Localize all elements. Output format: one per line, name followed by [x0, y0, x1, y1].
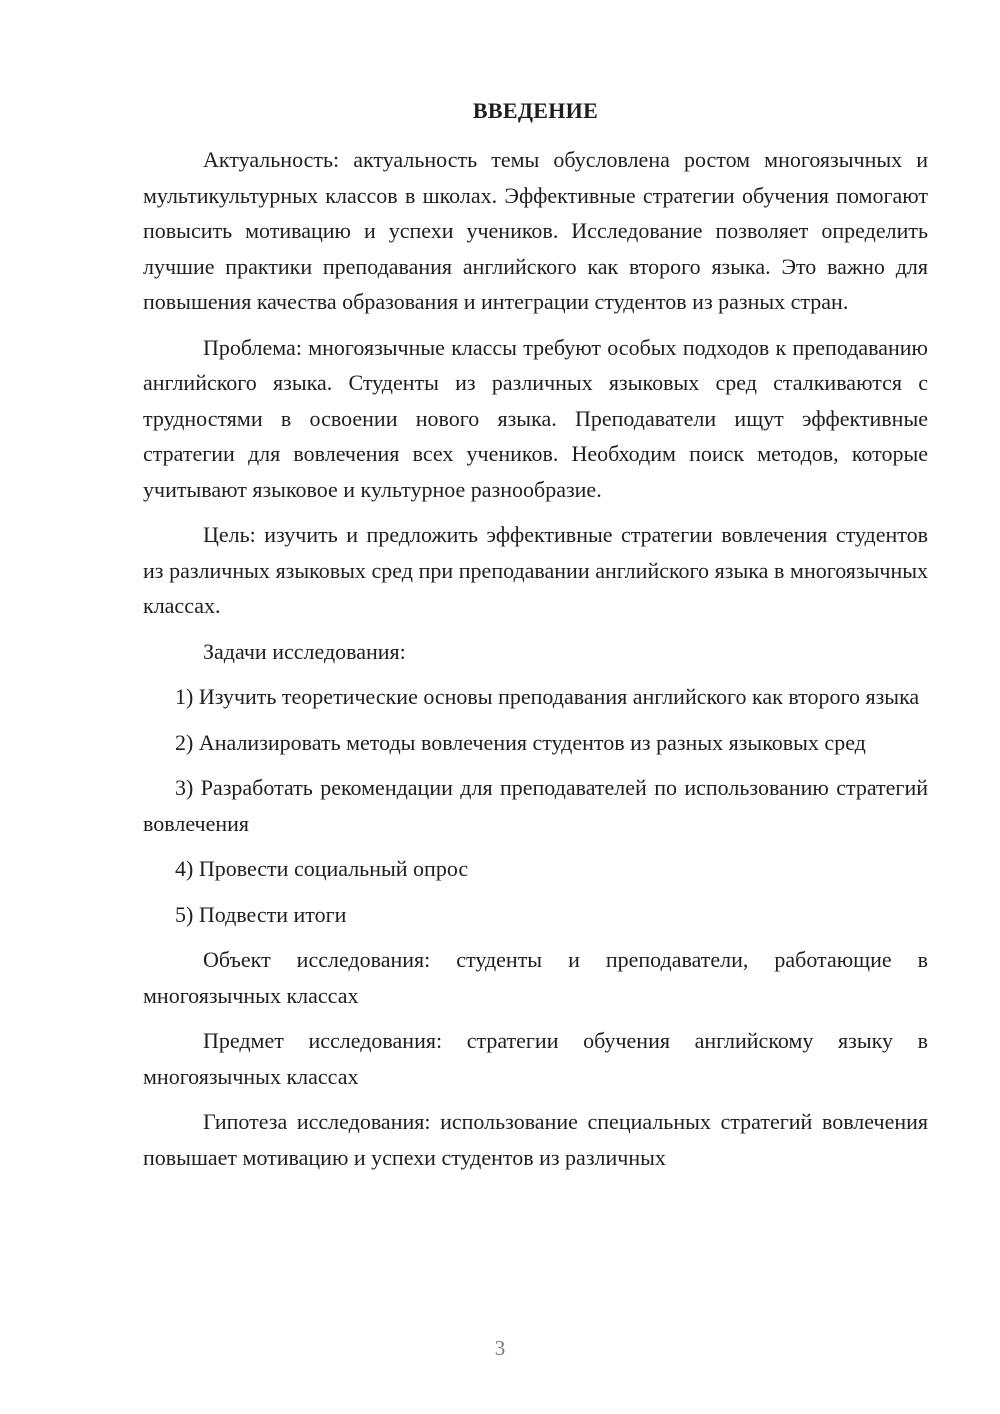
paragraph-hypothesis: Гипотеза исследования: использование специальных стратегий вовлечения повышает мотивацию и успехи студентов из различных	[143, 1109, 928, 1170]
paragraph-goal: Цель: изучить и предложить эффективные стратегии вовлечения студентов из различных языковых сред при преподавании английского языка в многоязычных классах.	[143, 522, 928, 618]
paragraph-object: Объект исследования: студенты и преподаватели, работающие в многоязычных классах	[143, 947, 928, 1008]
paragraph-problem: Проблема: многоязычные классы требуют особых подходов к преподаванию английского языка. Студенты из различных языковых сред сталкиваются с трудностями в освоении нового языка. Преподаватели ищут эффективные стратегии для вовлечения всех учеников. Необходим поиск методов, которые учитывают языковое и культурное разнообразие.	[143, 334, 928, 502]
page-title: ВВЕДЕНИЕ	[472, 98, 599, 123]
paragraph-subject: Предмет исследования: стратегии обучения английскому языку в многоязычных классах	[143, 1028, 928, 1089]
document-body	[143, 142, 928, 1185]
task-item-4: 4) Провести социальный опрос	[175, 856, 469, 881]
tasks-heading: Задачи исследования:	[203, 638, 406, 664]
task-item-5: 5) Подвести итоги	[175, 901, 347, 927]
task-item-2: 2) Анализировать методы вовлечения студентов из разных языковых сред	[175, 729, 866, 755]
paragraph-relevance: Актуальность: актуальность темы обусловлена ростом многоязычных и мультикультурных классов в школах. Эффективные стратегии обучения помогают повысить мотивацию и успехи учеников. Исследование позволяет определить лучшие практики преподавания английского как второго языка. Это важно для повышения качества образования и интеграции студентов из разных стран.	[143, 147, 928, 314]
page-number: 3	[494, 1336, 506, 1360]
task-item-3: 3) Разработать рекомендации для преподавателей по использованию стратегий вовлечения	[143, 775, 928, 836]
task-item-1: 1) Изучить теоретические основы преподавания английского как второго языка	[175, 684, 920, 709]
